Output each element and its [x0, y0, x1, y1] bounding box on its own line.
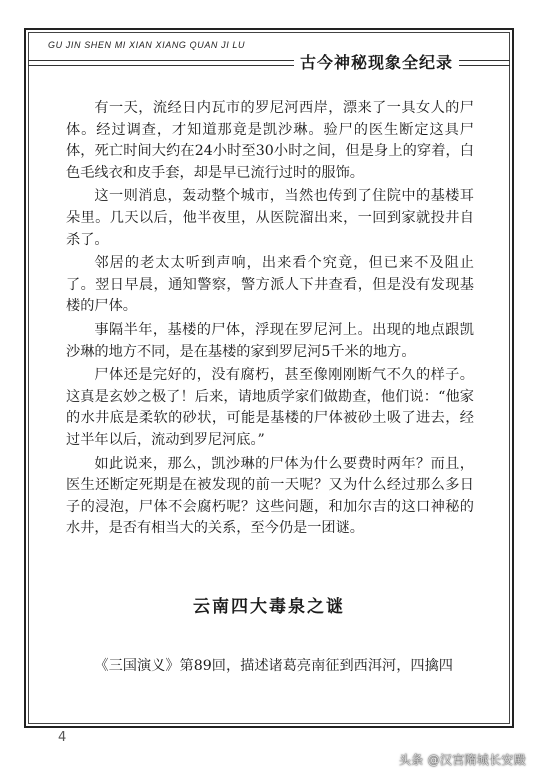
watermark: 头条 @汉宫隋城长安殿 [398, 753, 526, 767]
paragraph: 邻居的老太太听到声响，出来看个究竟，但已来不及阻止了。翌日早晨，通知警察，警方派人下井查看，但是没有发现基楼的尸体。 [66, 255, 474, 315]
paragraph: 如此说来，那么，凯沙琳的尸体为什么要费时两年？而且，医生还断定死期是在被发现的前一天呢？又为什么经过那么多日子的浸泡，尸体不会腐朽呢？这些问题，和加尔吉的这口神秘的水井，是否有相当大的关系，至今仍是一团谜。 [66, 455, 474, 537]
paragraph: 事隔半年，基楼的尸体，浮现在罗尼河上。出现的地点跟凯沙琳的地方不同，是在基楼的家到罗尼河5千米的地方。 [66, 321, 474, 360]
running-header-pinyin: GU JIN SHEN MI XIAN XIANG QUAN JI LU [44, 40, 249, 50]
paragraph: 这一则消息，轰动整个城市，当然也传到了住院中的基楼耳朵里。几天以后，他半夜里，从医院溜出来，一回到家就投井自杀了。 [66, 188, 474, 248]
page-number: 4 [58, 730, 67, 745]
header-rule-left [28, 60, 294, 66]
paragraph: 《三国演义》第89回，描述诸葛亮南征到西洱河，四擒四 [94, 658, 453, 674]
section-heading: 云南四大毒泉之谜 [193, 597, 345, 617]
paragraph: 有一天，流经日内瓦市的罗尼河西岸，漂来了一具女人的尸体。经过调查，才知道那竟是凯沙琳。验尸的医生断定这具尸体，死亡时间大约在24小时至30小时之间，但是身上的穿着，白色毛线衣和皮手套，却是早已流行过时的服饰。 [66, 100, 474, 181]
header-rule-right [458, 60, 510, 66]
article-body [66, 98, 474, 542]
paragraph: 尸体还是完好的，没有腐朽，甚至像刚刚断气不久的样子。这真是玄妙之极了！后来，请地质学家们做勘查，他们说：“他家的水井底是柔软的砂状，可能是基楼的尸体被砂土吸了进去，经过半年以后，流动到罗尼河底。” [66, 367, 474, 448]
running-header-title: 古今神秘现象全纪录 [294, 50, 459, 73]
